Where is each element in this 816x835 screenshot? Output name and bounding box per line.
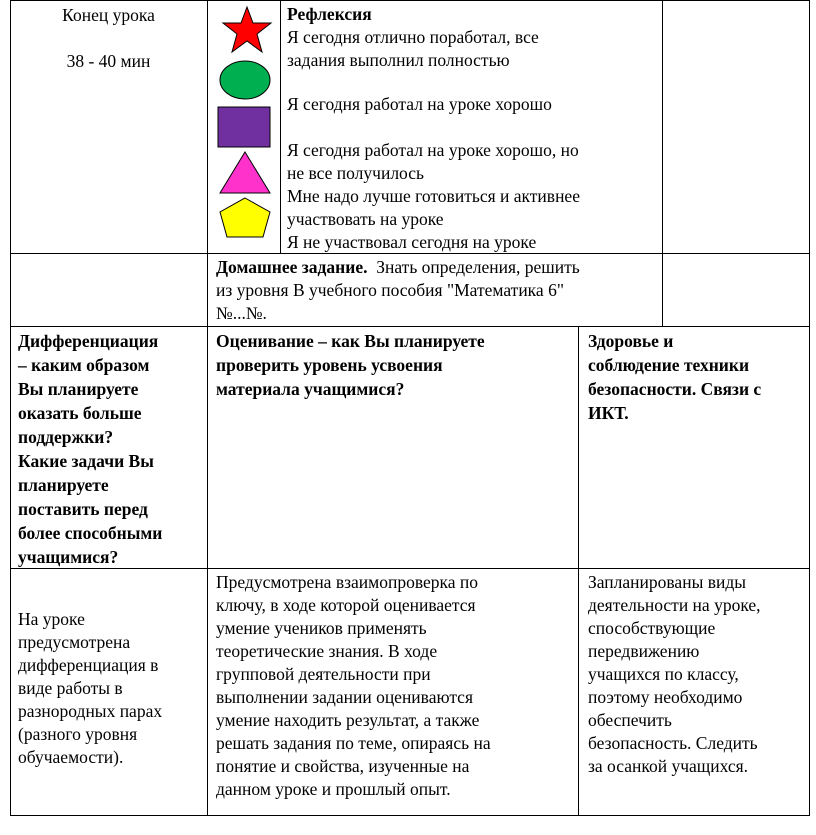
table-border-top (10, 0, 810, 1)
reflection-block (287, 93, 659, 116)
health-header: Здоровье и соблюдение техники безопасности. Связи с ИКТ. (588, 331, 762, 423)
stage-title: Конец урока (62, 5, 155, 25)
red-star-icon (221, 5, 273, 55)
stage-time: 38 - 40 мин (66, 51, 151, 71)
table-border-left (10, 0, 11, 816)
table-border-right (809, 0, 810, 816)
homework-text: №...№. (216, 303, 267, 323)
homework-text: Знать определения, решить (376, 257, 580, 277)
col-divider-shapes (280, 0, 281, 254)
reflection-block (287, 139, 659, 254)
reflection-line: Мне надо лучше готовиться и активнее (287, 186, 580, 206)
col-divider-1 (207, 0, 208, 816)
reflection-block (287, 3, 659, 72)
reflection-line: Я сегодня работал на уроке хорошо (287, 94, 552, 114)
purple-rectangle-shape (218, 107, 270, 147)
health-text: Запланированы виды деятельности на уроке, способствующие передвижению учащихся по классу, поэтому необходимо обеспечить безопасность. Следить за осанкой учащихся. (588, 572, 761, 776)
homework-block (216, 256, 660, 325)
pink-triangle-shape (220, 152, 270, 193)
red-star-shape (223, 7, 271, 52)
reflection-title: Рефлексия (287, 4, 372, 24)
table-border-bottom (10, 815, 810, 816)
row2-bottom-border (10, 326, 810, 327)
col-divider-assessment (578, 326, 579, 816)
green-circle-icon (218, 59, 272, 101)
green-circle-shape (220, 61, 270, 99)
reflection-line: Я сегодня работал на уроке хорошо, но (287, 140, 579, 160)
reflection-line: Я не участвовал сегодня на уроке (287, 232, 537, 252)
yellow-pentagon-icon (218, 197, 272, 239)
differentiation-header: Дифференциация – каким образом Вы планируете оказать больше поддержки? Какие задачи Вы планируете поставить перед более способными учащимися? (18, 331, 163, 567)
reflection-line: не все получилось (287, 163, 424, 183)
homework-text: из уровня В учебного пособия "Математика 6" (216, 280, 564, 300)
purple-rectangle-icon (217, 106, 271, 148)
yellow-pentagon-shape (220, 198, 270, 237)
reflection-line: задания выполнил полностью (287, 50, 510, 70)
pink-triangle-icon (218, 151, 272, 195)
reflection-line: Я сегодня отлично поработал, все (287, 27, 539, 47)
assessment-text: Предусмотрена взаимопроверка по ключу, в ходе которой оценивается умение учеников применять теоретические знания. В ходе групповой деятельности при выполнении задании оцениваются умение находить результат, а также решать задания по теме, опираясь на понятие и свойства, изученные на данном уроке и прошлый опыт. (216, 572, 491, 799)
differentiation-text: На уроке предусмотрена дифференциация в виде работы в разнородных парах (разного уровня обучаемости). (18, 609, 163, 767)
homework-label: Домашнее задание. (216, 257, 368, 277)
col-divider-reflection (662, 0, 663, 327)
assessment-header: Оценивание – как Вы планируете проверить уровень усвоения материала учащимися? (216, 331, 485, 399)
reflection-line: участвовать на уроке (287, 209, 444, 229)
